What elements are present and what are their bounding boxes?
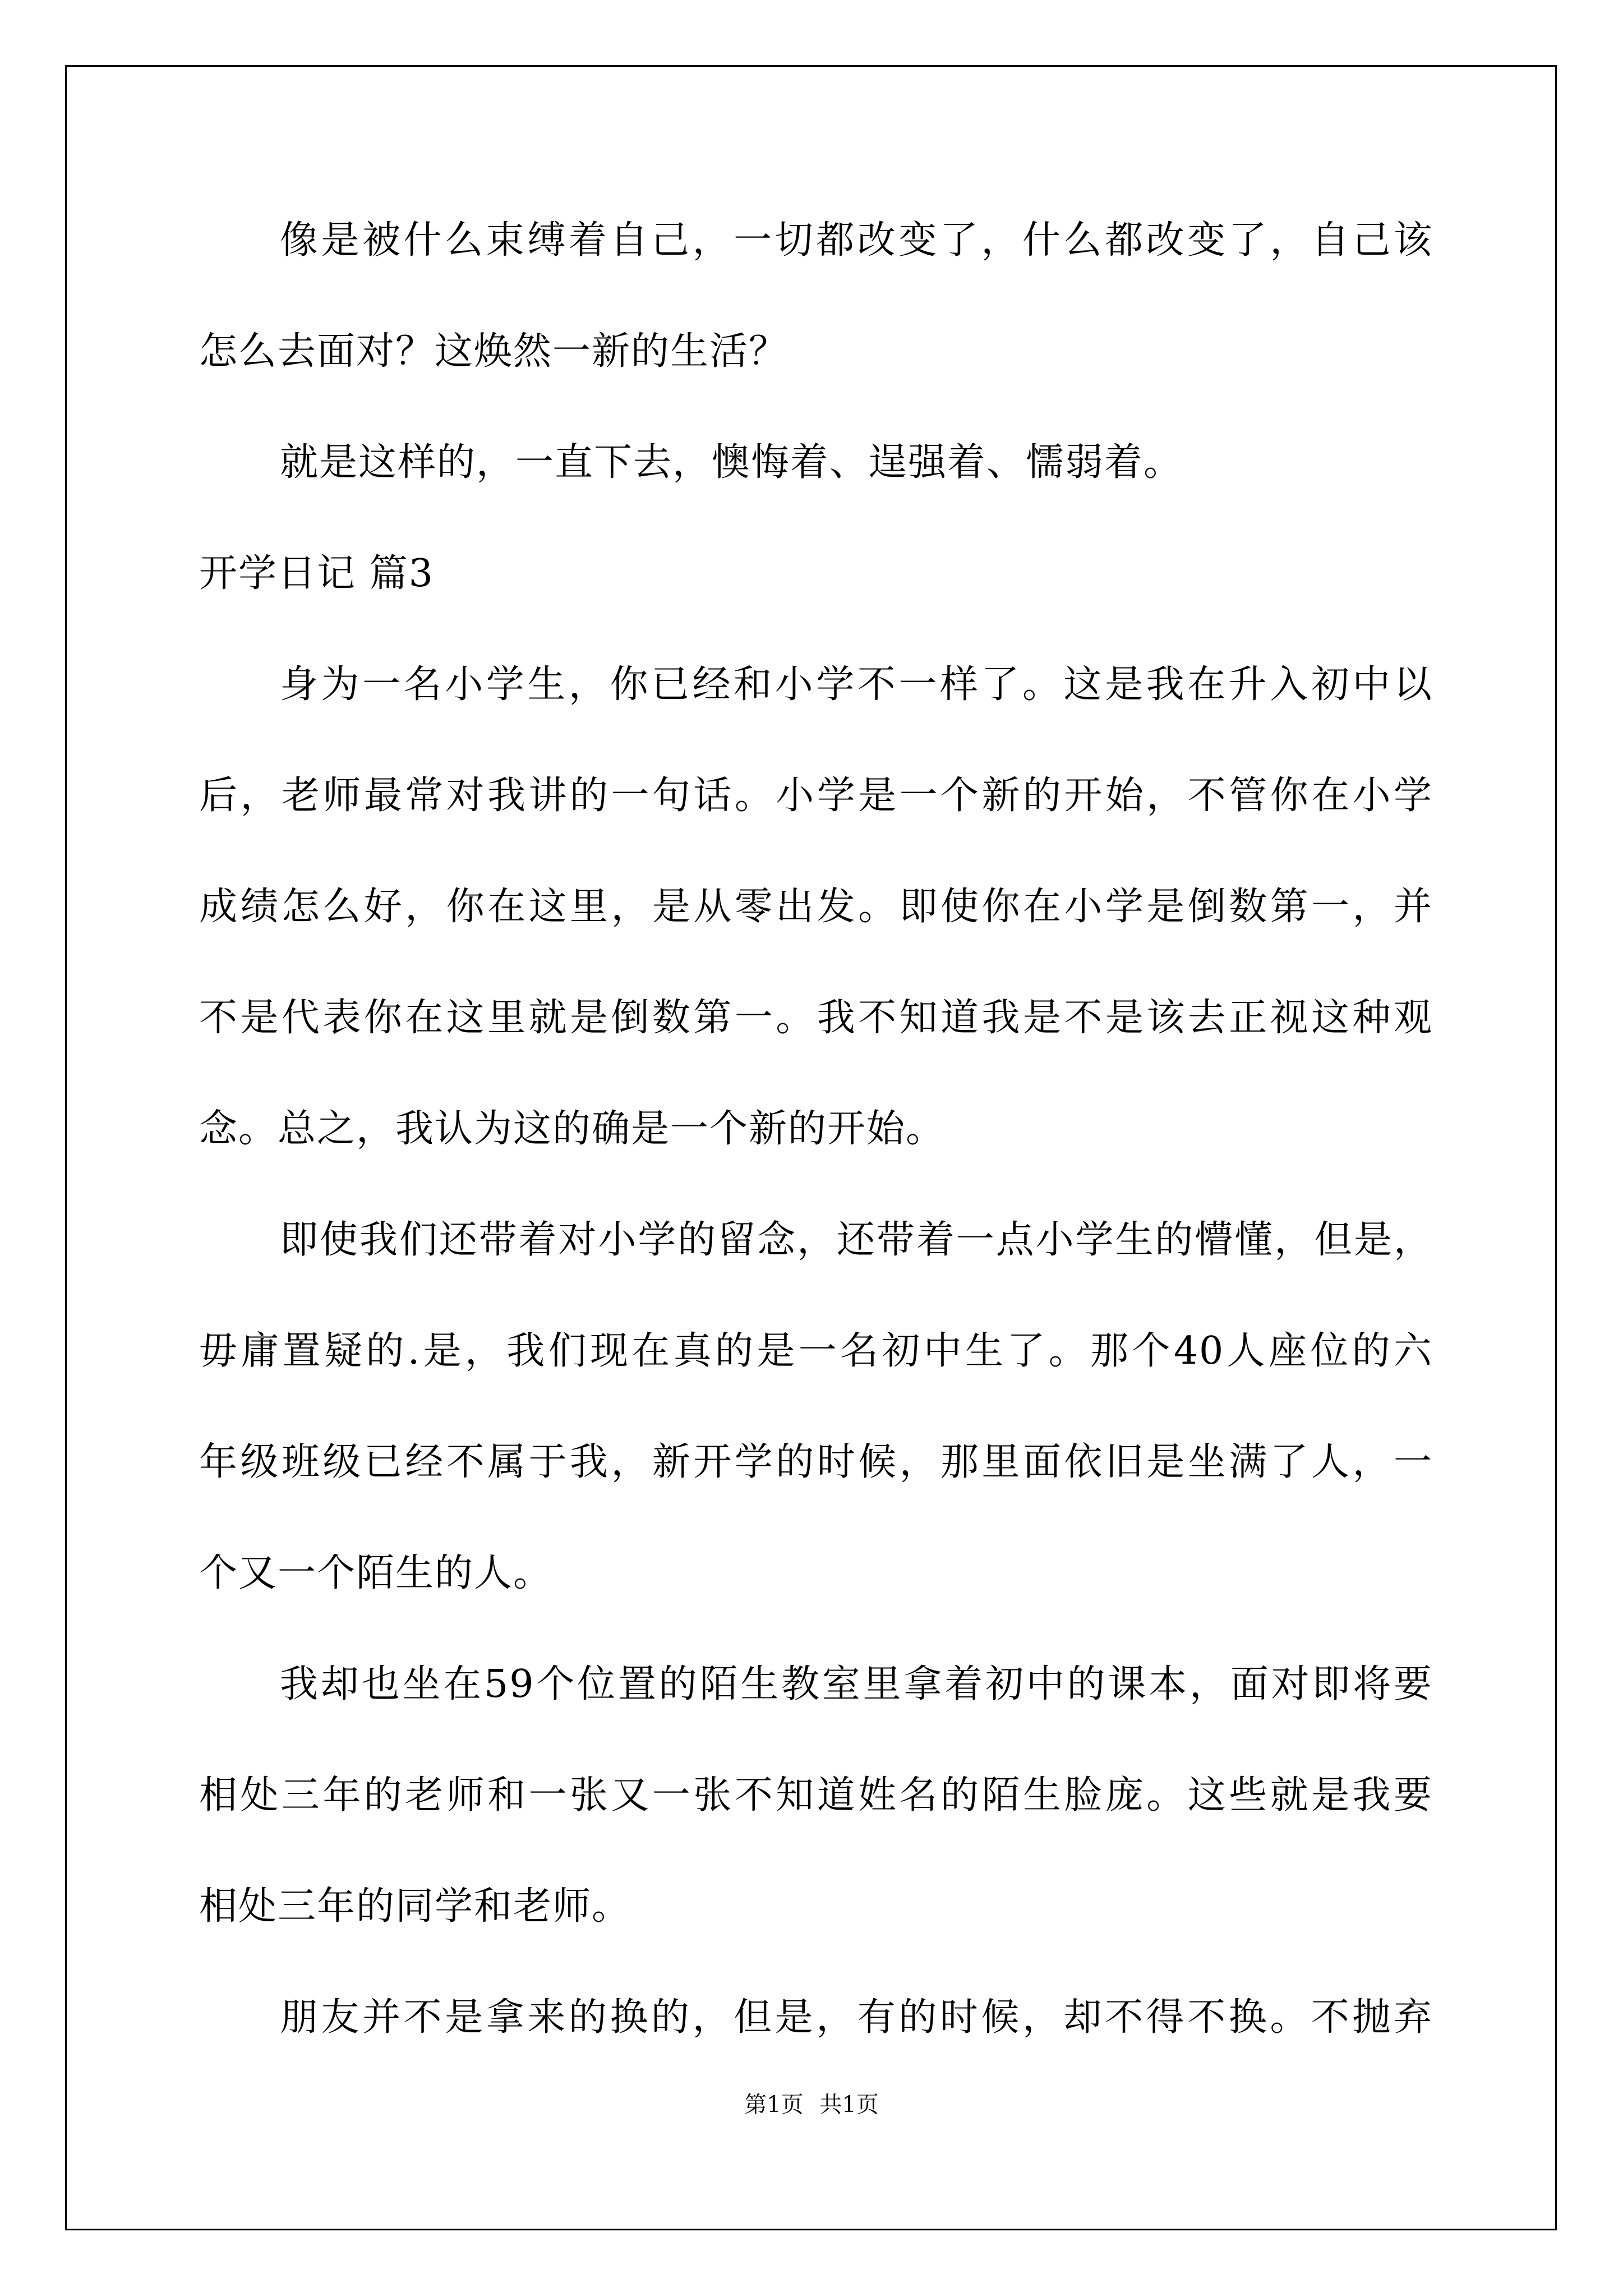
section-heading: 开学日记 篇3 bbox=[199, 551, 434, 596]
paragraph-line: 年级班级已经不属于我，新开学的时候，那里面依旧是坐满了人，一 bbox=[199, 1440, 1433, 1484]
paragraph-line: 就是这样的，一直下去，懊悔着、逞强着、懦弱着。 bbox=[280, 440, 1183, 485]
paragraph-line: 相处三年的同学和老师。 bbox=[199, 1884, 631, 1929]
paragraph-line: 毋庸置疑的.是，我们现在真的是一名初中生了。那个40人座位的六 bbox=[199, 1329, 1433, 1373]
paragraph-line: 个又一个陌生的人。 bbox=[199, 1551, 553, 1595]
paragraph-line: 即使我们还带着对小学的留念，还带着一点小学生的懵懂，但是， bbox=[280, 1218, 1433, 1262]
paragraph-line: 身为一名小学生，你已经和小学不一样了。这是我在升入初中以 bbox=[280, 662, 1433, 707]
paragraph-line: 念。总之，我认为这的确是一个新的开始。 bbox=[199, 1107, 946, 1151]
paragraph-line: 不是代表你在这里就是倒数第一。我不知道我是不是该去正视这种观 bbox=[199, 996, 1433, 1040]
paragraph-line: 朋友并不是拿来的换的，但是，有的时候，却不得不换。不抛弃 bbox=[280, 1995, 1433, 2040]
paragraph-line: 后，老师最常对我讲的一句话。小学是一个新的开始，不管你在小学 bbox=[199, 774, 1433, 818]
paragraph-line: 像是被什么束缚着自己，一切都改变了，什么都改变了，自己该 bbox=[280, 218, 1433, 263]
paragraph-line: 成绩怎么好，你在这里，是从零出发。即使你在小学是倒数第一，并 bbox=[199, 885, 1433, 929]
page-total: 共1页 bbox=[819, 2092, 879, 2118]
page-footer bbox=[0, 2093, 1623, 2116]
page-number: 第1页 bbox=[744, 2092, 804, 2118]
paragraph-line: 怎么去面对？这焕然一新的生活？ bbox=[199, 329, 789, 374]
paragraph-line: 相处三年的老师和一张又一张不知道姓名的陌生脸庞。这些就是我要 bbox=[199, 1773, 1433, 1818]
paragraph-line: 我却也坐在59个位置的陌生教室里拿着初中的课本，面对即将要 bbox=[280, 1662, 1433, 1706]
